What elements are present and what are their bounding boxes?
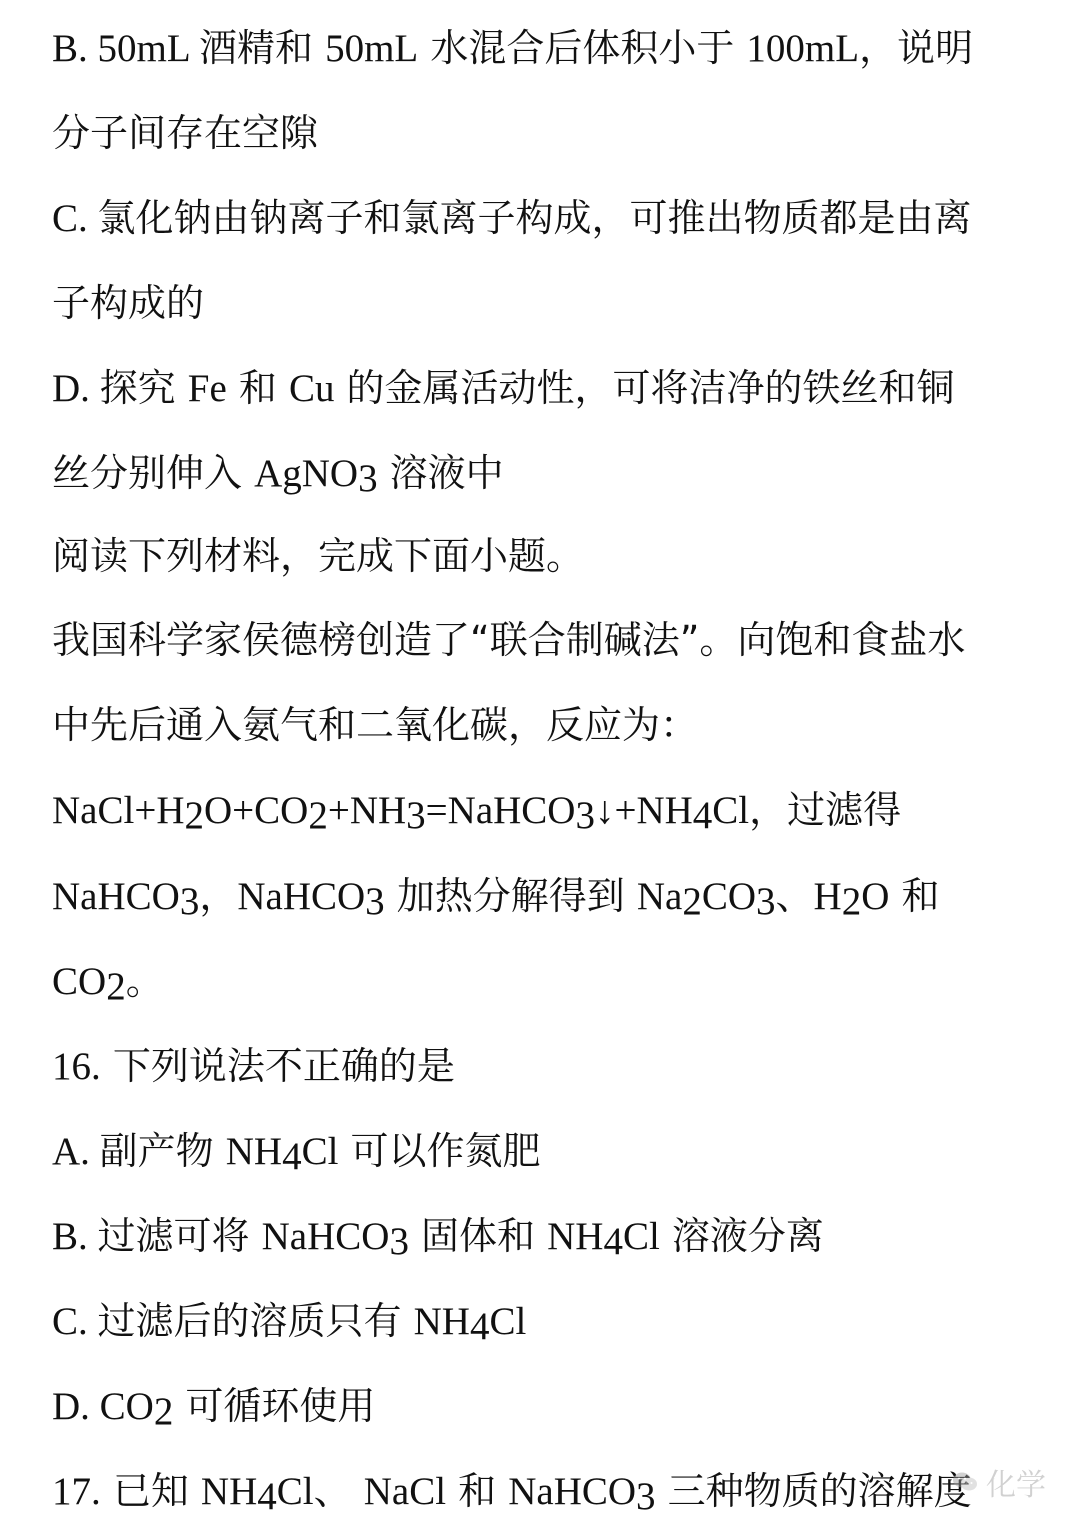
text-segment: NaCl+H: [52, 789, 185, 832]
text-segment: C.: [52, 1300, 98, 1343]
text-segment: CO: [701, 875, 757, 918]
subscript: 2: [308, 794, 328, 837]
wechat-icon: [952, 1469, 978, 1495]
subscript: 2: [184, 794, 204, 837]
option-d-line-1: [52, 362, 955, 414]
subscript: 3: [406, 794, 426, 837]
watermark: [952, 1452, 1046, 1512]
text-segment: NaHCO: [52, 875, 180, 918]
question-number: 17.: [52, 1470, 101, 1513]
text-segment: Cl: [276, 1470, 314, 1513]
text-segment: CO: [52, 960, 107, 1003]
text-segment: NH: [547, 1215, 604, 1258]
text-segment: NaHCO: [508, 1470, 637, 1513]
question-16-option-d: [52, 1380, 375, 1432]
text-segment: NH: [225, 1130, 283, 1173]
reading-instruction: [52, 530, 584, 582]
subscript: 3: [636, 1475, 656, 1518]
text-segment: 溶液分离: [659, 1214, 824, 1258]
text-segment: 过滤后的溶质只有: [97, 1299, 414, 1343]
subscript: 4: [692, 794, 713, 837]
text-segment: =NaHCO: [425, 789, 576, 832]
text-segment: D. CO: [52, 1385, 154, 1428]
subscript: 2: [153, 1390, 174, 1433]
subscript: 3: [389, 1220, 409, 1263]
text-segment: 加热分解得到: [384, 874, 637, 918]
text-segment: Cu: [288, 367, 335, 410]
subscript: 3: [365, 880, 385, 923]
text-segment: A.: [52, 1130, 100, 1173]
question-16-option-b: [52, 1210, 824, 1262]
text-segment: AgNO: [254, 452, 359, 495]
decomposition-line-2: [52, 955, 164, 1007]
question-16-option-c: [52, 1295, 526, 1347]
watermark-text: 化学: [986, 1468, 1046, 1503]
text-segment: 固体和: [408, 1214, 548, 1258]
text-segment: 水混合后体积小于: [418, 26, 747, 70]
text-segment: 。: [125, 959, 164, 1003]
text-segment: 酒精和: [198, 26, 326, 70]
decomposition-line: [52, 870, 939, 922]
text-segment: 过滤可将: [97, 1214, 262, 1258]
text-segment: 、: [313, 1469, 364, 1513]
text-segment: 、: [775, 874, 814, 918]
subscript: 3: [358, 457, 378, 500]
text-segment: 副产物: [99, 1129, 226, 1173]
text-segment: 50mL: [325, 27, 419, 70]
text-segment: NaHCO: [237, 875, 366, 918]
option-c-line-1: [52, 192, 972, 244]
option-b-line-1: [52, 22, 973, 74]
text-segment: 100mL: [746, 27, 860, 70]
text-segment: 可循环使用: [173, 1384, 376, 1428]
subscript: 4: [603, 1220, 623, 1263]
subscript: 3: [179, 880, 200, 923]
subscript: 2: [682, 880, 702, 923]
question-number: 16.: [52, 1045, 101, 1088]
question-16-stem: [52, 1040, 455, 1092]
text-segment: O+CO: [203, 789, 309, 832]
text-segment: NH: [200, 1470, 258, 1513]
text-segment: 我国科学家侯德榜创造了“联合制碱法”。向饱和食盐水: [52, 618, 966, 662]
text-segment: 下列说法不正确的是: [100, 1044, 455, 1088]
text-segment: NH: [413, 1300, 470, 1343]
text-segment: H: [813, 875, 842, 918]
text-segment: +NH: [327, 789, 407, 832]
question-17-stem: [52, 1465, 972, 1517]
reaction-equation-line: [52, 784, 901, 836]
subscript: 4: [282, 1135, 302, 1178]
text-segment: C.: [52, 197, 98, 240]
text-segment: 三种物质的溶解度: [655, 1469, 972, 1513]
text-segment: 已知: [100, 1469, 201, 1513]
text-segment: B. 50mL: [52, 27, 199, 70]
text-segment: Cl: [712, 789, 750, 832]
text-segment: 溶液中: [377, 451, 504, 495]
text-segment: Cl: [301, 1130, 339, 1173]
text-segment: O: [861, 875, 890, 918]
subscript: 4: [469, 1305, 490, 1348]
text-segment: B.: [52, 1215, 98, 1258]
subscript: 3: [575, 794, 595, 837]
text-segment: 子构成的: [52, 281, 205, 325]
text-segment: Cl: [489, 1300, 527, 1343]
text-segment: D.: [52, 367, 100, 410]
text-segment: 阅读下列材料，完成下面小题。: [52, 534, 585, 578]
text-segment: 氯化钠由钠离子和氯离子构成，可推出物质都是由离: [97, 196, 972, 240]
option-c-line-2: [52, 277, 204, 329]
text-segment: NaCl: [363, 1470, 447, 1513]
text-segment: Na: [636, 875, 683, 918]
material-line-1: [52, 614, 965, 666]
text-segment: 丝分别伸入: [52, 451, 255, 495]
text-segment: 中先后通入氨气和二氧化碳，反应为：: [52, 703, 699, 747]
text-segment: ，: [199, 874, 238, 918]
option-b-line-2: [52, 107, 318, 159]
text-segment: ↓+NH: [594, 789, 693, 832]
subscript: 3: [756, 880, 776, 923]
text-segment: Cl: [622, 1215, 660, 1258]
text-segment: 分子间存在空隙: [52, 111, 319, 155]
text-segment: ，过滤得: [749, 788, 902, 832]
text-segment: 探究: [99, 366, 188, 410]
text-segment: Fe: [187, 367, 227, 410]
subscript: 4: [257, 1475, 277, 1518]
text-segment: 可以作氮肥: [338, 1129, 541, 1173]
subscript: 2: [841, 880, 862, 923]
text-segment: 和: [446, 1469, 509, 1513]
subscript: 2: [106, 965, 126, 1008]
material-line-2: [52, 699, 698, 751]
text-segment: ，说明: [859, 26, 974, 70]
text-segment: 的金属活动性，可将洁净的铁丝和铜: [334, 366, 955, 410]
text-segment: 和: [889, 874, 940, 918]
option-d-line-2: [52, 447, 504, 499]
question-16-option-a: [52, 1125, 541, 1177]
text-segment: 和: [226, 366, 289, 410]
text-segment: NaHCO: [261, 1215, 390, 1258]
